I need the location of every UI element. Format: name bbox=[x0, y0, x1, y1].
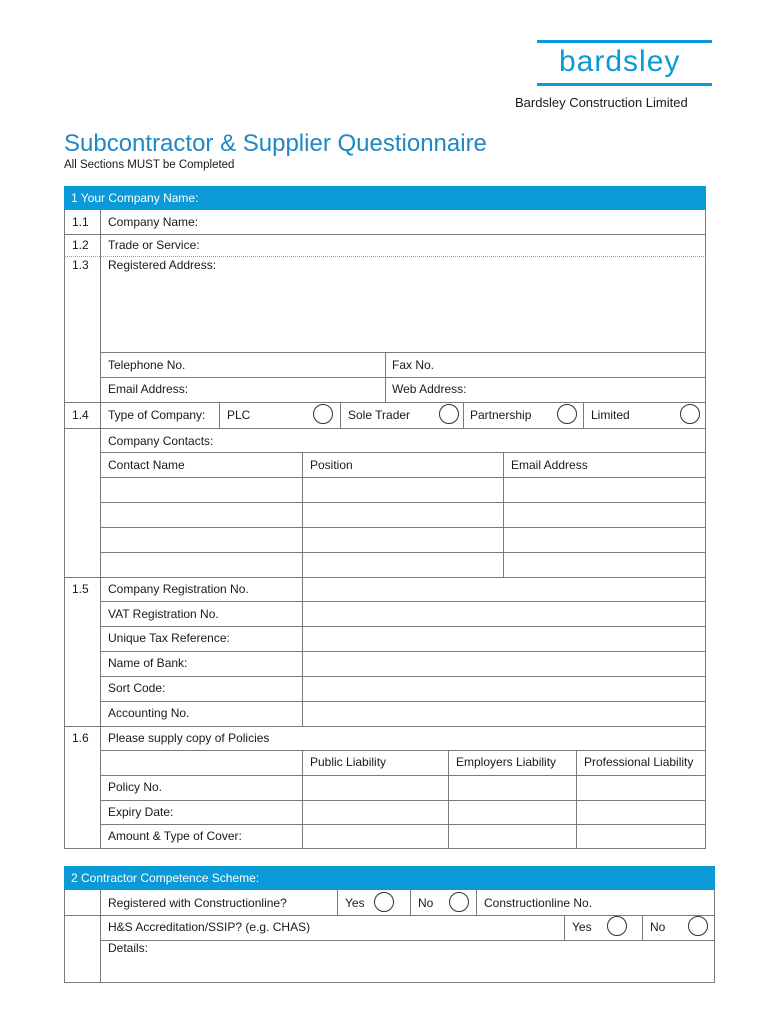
policy-header-professional: Professional Liability bbox=[584, 755, 694, 769]
section-1-heading: 1 Your Company Name: bbox=[64, 186, 706, 210]
label-utr: Unique Tax Reference: bbox=[108, 631, 230, 645]
label-trade: Trade or Service: bbox=[108, 238, 200, 252]
label-bank-name: Name of Bank: bbox=[108, 656, 188, 670]
option-limited-label: Limited bbox=[591, 408, 630, 422]
label-expiry-date: Expiry Date: bbox=[108, 805, 174, 819]
radio-sole-trader[interactable] bbox=[439, 404, 459, 424]
label-constructionline-no: Constructionline No. bbox=[484, 896, 593, 910]
cl-yes-label: Yes bbox=[345, 896, 365, 910]
num-1-3: 1.3 bbox=[72, 258, 89, 272]
radio-plc[interactable] bbox=[313, 404, 333, 424]
hs-no-label: No bbox=[650, 920, 666, 934]
label-sort-code: Sort Code: bbox=[108, 681, 166, 695]
contact-row-4[interactable] bbox=[101, 553, 705, 576]
option-sole-trader-label: Sole Trader bbox=[348, 408, 411, 422]
logo-wordmark: bardsley bbox=[559, 45, 681, 78]
field-utr[interactable] bbox=[303, 627, 705, 650]
field-company-reg-no[interactable] bbox=[303, 578, 705, 601]
option-plc-label: PLC bbox=[227, 408, 251, 422]
radio-partnership[interactable] bbox=[557, 404, 577, 424]
label-type-of-company: Type of Company: bbox=[108, 408, 206, 422]
policy-header-public: Public Liability bbox=[310, 755, 387, 769]
policy-header-employers: Employers Liability bbox=[456, 755, 557, 769]
label-amount-type-cover: Amount & Type of Cover: bbox=[108, 829, 242, 843]
label-web: Web Address: bbox=[392, 382, 467, 396]
num-1-4: 1.4 bbox=[72, 408, 89, 422]
label-details: Details: bbox=[108, 941, 149, 955]
company-name-header: Bardsley Construction Limited bbox=[515, 95, 688, 110]
label-registered-address: Registered Address: bbox=[108, 258, 217, 272]
radio-constructionline-yes[interactable] bbox=[374, 892, 394, 912]
label-company-contacts: Company Contacts: bbox=[108, 434, 214, 448]
label-company-name: Company Name: bbox=[108, 215, 199, 229]
contacts-header-position: Position bbox=[310, 458, 353, 472]
field-bank-name[interactable] bbox=[303, 652, 705, 675]
label-telephone: Telephone No. bbox=[108, 358, 186, 372]
label-policies: Please supply copy of Policies bbox=[108, 731, 270, 745]
num-1-5: 1.5 bbox=[72, 582, 89, 596]
num-1-1: 1.1 bbox=[72, 215, 89, 229]
contacts-header-email: Email Address bbox=[511, 458, 588, 472]
label-hs-accreditation: H&S Accreditation/SSIP? (e.g. CHAS) bbox=[108, 920, 311, 934]
page-subtitle: All Sections MUST be Completed bbox=[64, 159, 235, 171]
num-1-6: 1.6 bbox=[72, 731, 89, 745]
contact-row-2[interactable] bbox=[101, 503, 705, 526]
label-policy-no: Policy No. bbox=[108, 780, 163, 794]
label-accounting-no: Accounting No. bbox=[108, 706, 190, 720]
radio-hs-no[interactable] bbox=[688, 916, 708, 936]
radio-hs-yes[interactable] bbox=[607, 916, 627, 936]
field-accounting-no[interactable] bbox=[303, 702, 705, 725]
label-registered-constructionline: Registered with Constructionline? bbox=[108, 896, 287, 910]
hs-yes-label: Yes bbox=[572, 920, 592, 934]
label-fax: Fax No. bbox=[392, 358, 435, 372]
contact-row-1[interactable] bbox=[101, 478, 705, 501]
logo bbox=[537, 40, 712, 88]
section-2-heading: 2 Contractor Competence Scheme: bbox=[64, 866, 715, 890]
contact-row-3[interactable] bbox=[101, 528, 705, 551]
cl-no-label: No bbox=[418, 896, 434, 910]
label-vat-reg-no: VAT Registration No. bbox=[108, 607, 219, 621]
page-title: Subcontractor & Supplier Questionnaire bbox=[64, 130, 487, 157]
radio-constructionline-no[interactable] bbox=[449, 892, 469, 912]
label-email: Email Address: bbox=[108, 382, 189, 396]
field-details[interactable] bbox=[101, 956, 714, 982]
num-1-2: 1.2 bbox=[72, 238, 89, 252]
field-sort-code[interactable] bbox=[303, 677, 705, 700]
option-partnership-label: Partnership bbox=[470, 408, 532, 422]
radio-limited[interactable] bbox=[680, 404, 700, 424]
field-vat-reg-no[interactable] bbox=[303, 602, 705, 625]
contacts-header-name: Contact Name bbox=[108, 458, 185, 472]
label-company-reg-no: Company Registration No. bbox=[108, 582, 249, 596]
